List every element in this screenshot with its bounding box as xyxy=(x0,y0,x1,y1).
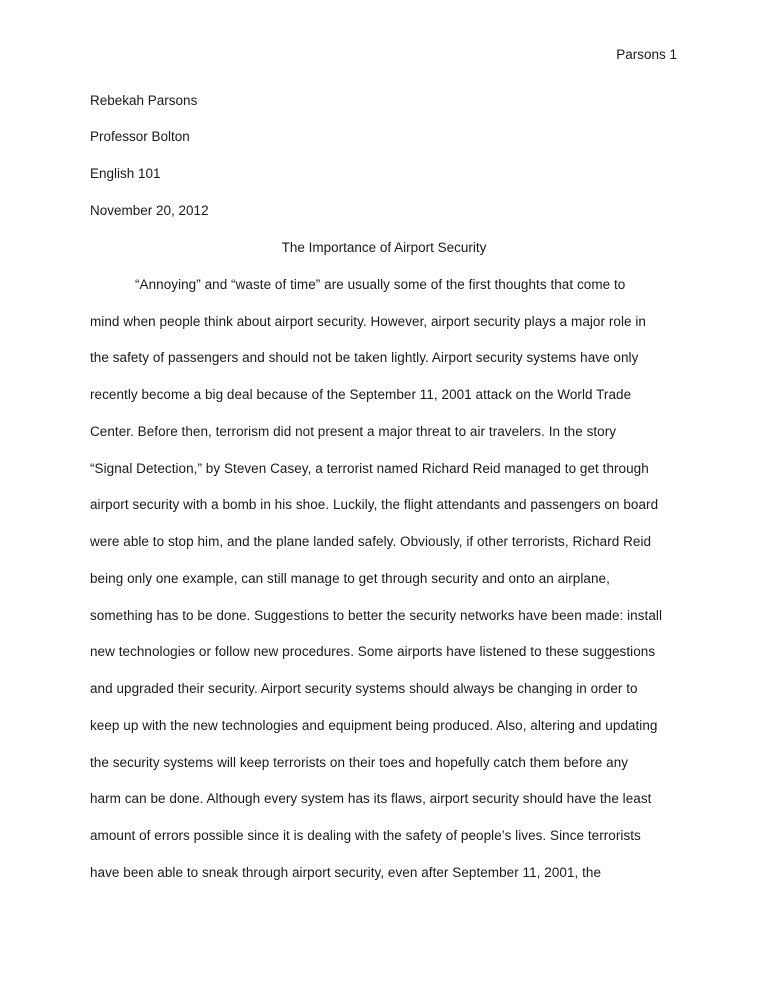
body-line: amount of errors possible since it is dealing with the safety of people’s lives. Since terrorists xyxy=(90,828,641,843)
body-line: mind when people think about airport security. However, airport security plays a major role in xyxy=(90,314,646,329)
essay-title: The Importance of Airport Security xyxy=(281,240,487,255)
body-line: and upgraded their security. Airport security systems should always be changing in order to xyxy=(90,681,638,696)
essay-date: November 20, 2012 xyxy=(90,203,209,218)
body-line: have been able to sneak through airport security, even after September 11, 2001, the xyxy=(90,865,602,880)
body-line: recently become a big deal because of the September 11, 2001 attack on the World Trade xyxy=(90,387,632,402)
body-line: something has to be done. Suggestions to better the security networks have been made: install xyxy=(90,608,662,623)
course-name: English 101 xyxy=(90,166,161,181)
body-line: being only one example, can still manage to get through security and onto an airplane, xyxy=(90,571,610,586)
body-line: new technologies or follow new procedures. Some airports have listened to these suggestions xyxy=(90,644,656,659)
body-line: the safety of passengers and should not be taken lightly. Airport security systems have only xyxy=(90,350,639,365)
body-line: “Signal Detection,” by Steven Casey, a terrorist named Richard Reid managed to get through xyxy=(90,461,649,476)
body-line: airport security with a bomb in his shoe. Luckily, the flight attendants and passengers on board xyxy=(90,497,659,512)
body-line: harm can be done. Although every system has its flaws, airport security should have the least xyxy=(90,791,652,806)
body-line: Center. Before then, terrorism did not present a major threat to air travelers. In the story xyxy=(90,424,617,439)
page-header-number: Parsons 1 xyxy=(616,47,677,62)
body-line: the security systems will keep terrorists on their toes and hopefully catch them before any xyxy=(90,755,629,770)
body-line: “Annoying” and “waste of time” are usually some of the first thoughts that come to xyxy=(135,277,626,292)
body-line: keep up with the new technologies and equipment being produced. Also, altering and updating xyxy=(90,718,658,733)
professor-name: Professor Bolton xyxy=(90,129,190,144)
author-name: Rebekah Parsons xyxy=(90,93,198,108)
body-line: were able to stop him, and the plane landed safely. Obviously, if other terrorists, Richard Reid xyxy=(90,534,652,549)
